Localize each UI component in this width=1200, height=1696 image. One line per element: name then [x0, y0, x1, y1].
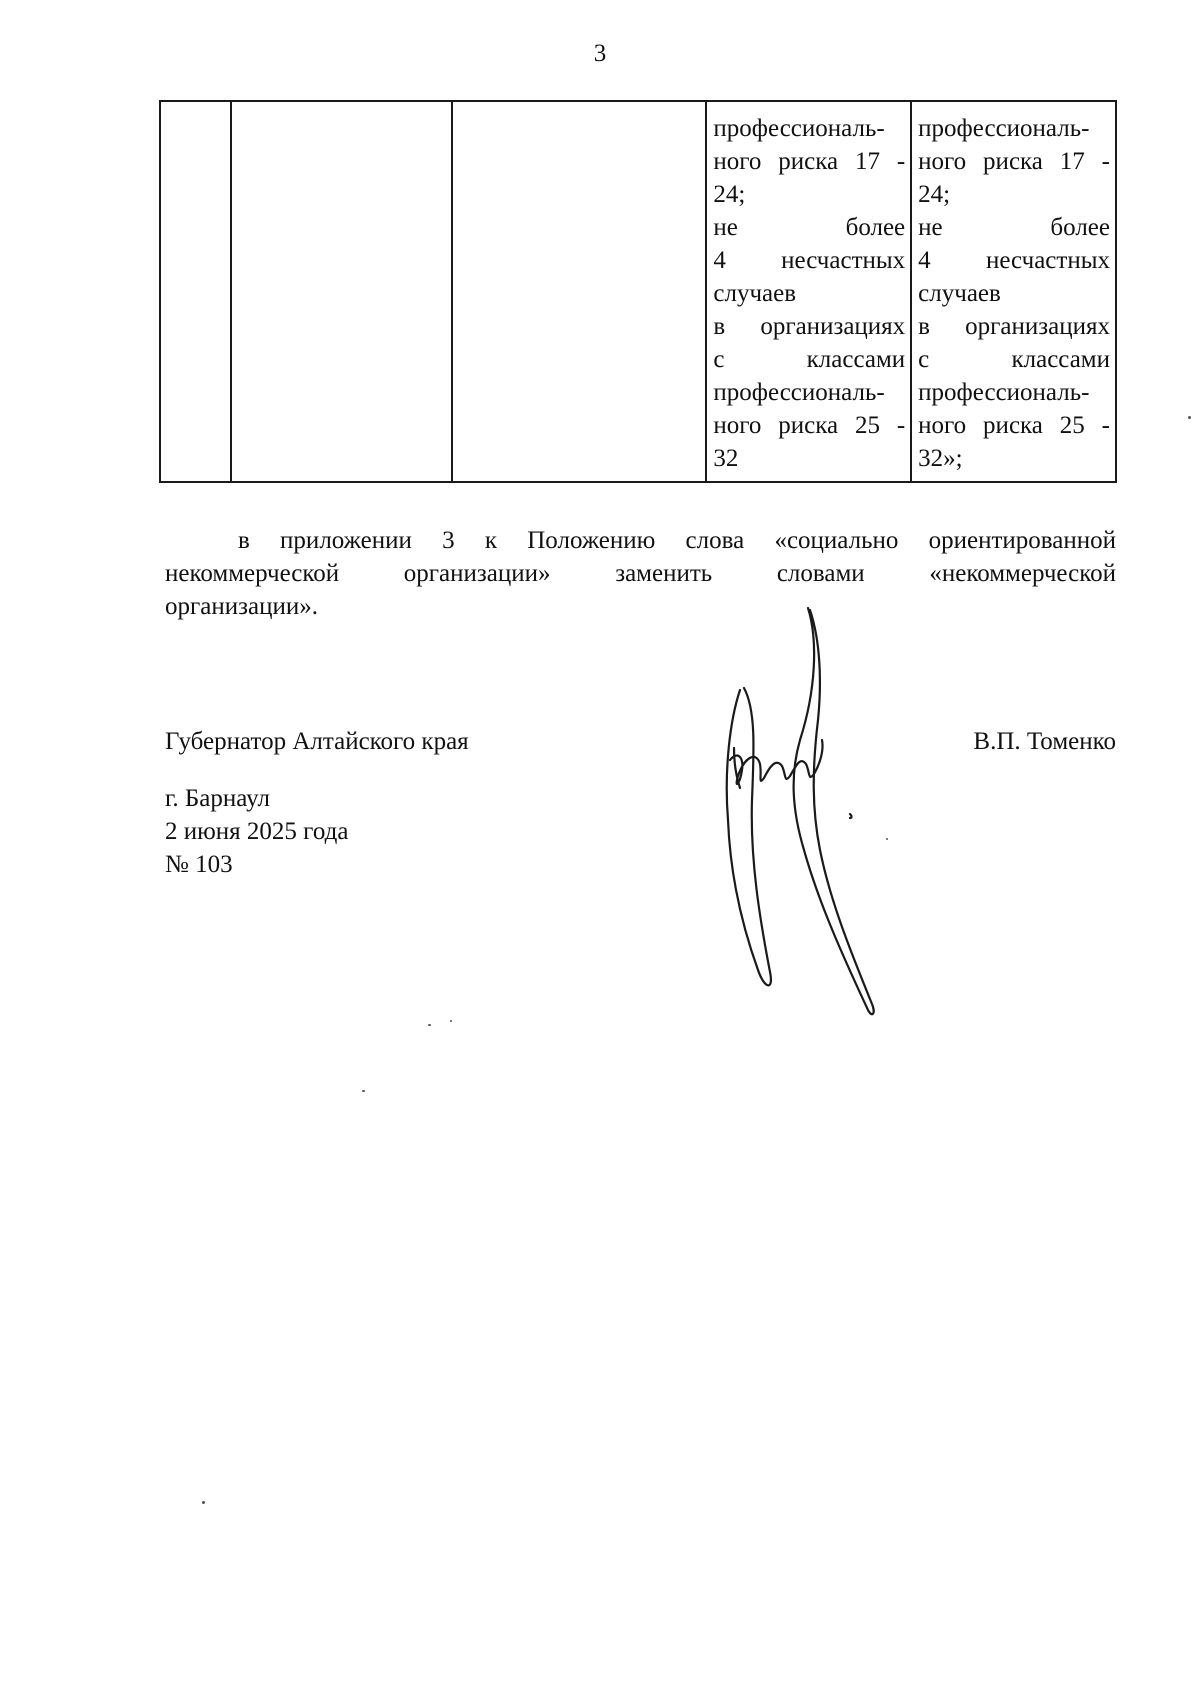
- cell-line: с классами: [918, 346, 1110, 373]
- cell-line: в организациях: [713, 313, 906, 340]
- document-date: 2 июня 2025 года: [165, 818, 349, 845]
- scan-speck: [202, 1501, 205, 1504]
- amendment-paragraph: [165, 524, 1116, 623]
- governor-name: В.П. Томенко: [973, 728, 1116, 755]
- scan-speck: [362, 1090, 365, 1092]
- handwritten-signature: [700, 600, 960, 1020]
- cell-line: ного риска 25 -: [918, 412, 1110, 439]
- document-city: г. Барнаул: [165, 785, 270, 812]
- cell-line: 32: [713, 445, 739, 472]
- cell-line: профессиональ-: [918, 115, 1090, 142]
- document-number: № 103: [165, 851, 233, 878]
- table-cell: [706, 101, 911, 482]
- scan-speck: [428, 1024, 431, 1026]
- cell-line: профессиональ-: [713, 115, 885, 142]
- cell-line: профессиональ-: [918, 379, 1090, 406]
- cell-line: ного риска 25 -: [713, 412, 906, 439]
- cell-line: 24;: [918, 181, 951, 208]
- paragraph-line: организации».: [165, 593, 318, 620]
- table-body: [160, 101, 1116, 482]
- table-cell: [160, 101, 231, 482]
- paragraph-line: в приложении 3 к Положению слова «социально ориентированной: [238, 527, 1116, 554]
- scan-speck: [450, 1020, 452, 1022]
- scan-speck: [1188, 416, 1191, 419]
- cell-line: 24;: [713, 181, 746, 208]
- table-cell: [452, 101, 706, 482]
- cell-line: 32»;: [918, 445, 963, 472]
- cell-line: профессиональ-: [713, 379, 885, 406]
- cell-line: случаев: [918, 280, 1001, 307]
- cell-line: не более: [713, 214, 906, 241]
- cell-line: 4 несчастных: [918, 247, 1110, 274]
- cell-line: ного риска 17 -: [713, 148, 906, 175]
- page-number: 3: [593, 40, 607, 67]
- governor-title: Губернатор Алтайского края: [165, 728, 469, 755]
- cell-line: 4 несчастных: [713, 247, 906, 274]
- table-cell: [231, 101, 452, 482]
- amendment-table: [159, 100, 1117, 483]
- cell-line: с классами: [713, 346, 906, 373]
- scan-speck: [886, 838, 888, 840]
- cell-line: случаев: [713, 280, 797, 307]
- document-details: [165, 782, 348, 881]
- paragraph-line: некоммерческой организации» заменить словами «некоммерческой: [165, 560, 1116, 587]
- table-row: [160, 101, 1116, 482]
- cell-line: ного риска 17 -: [918, 148, 1110, 175]
- table-cell: [911, 101, 1116, 482]
- cell-line: не более: [918, 214, 1110, 241]
- cell-line: в организациях: [918, 313, 1110, 340]
